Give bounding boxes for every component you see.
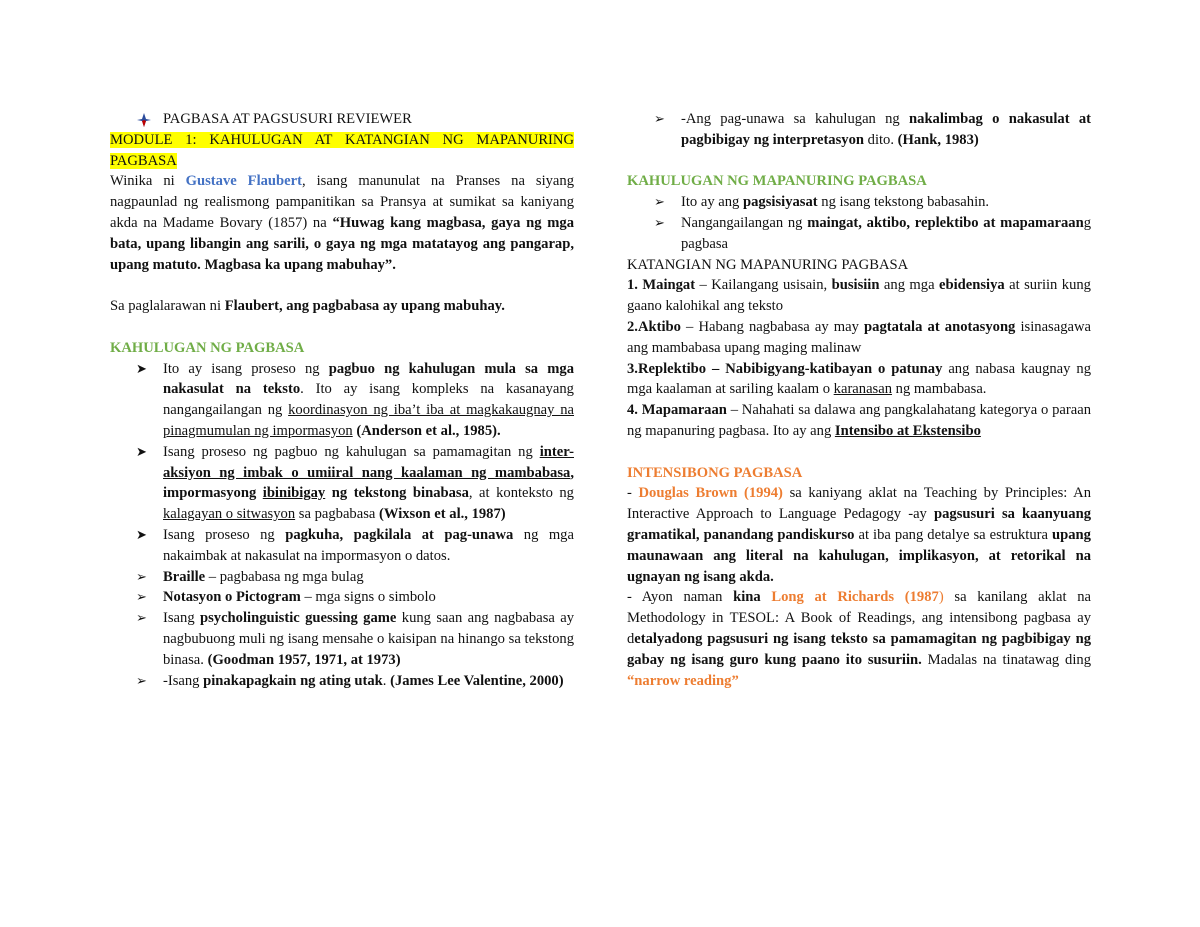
kahulugan-mapanuring-heading: KAHULUGAN NG MAPANURING PAGBASA (627, 173, 927, 190)
katangian-heading: KATANGIAN NG MAPANURING PAGBASA (627, 256, 909, 273)
outline-arrow-bullet-icon: ➢ (136, 568, 147, 584)
intensibo-paragraph: - Douglas Brown (1994) sa kaniyang aklat na Teaching by Principles: An Interactive Approach to Language Pedagogy -ay pagsusuri sa kaanyuang gramatikal, panandang pandiskurso at iba pang detalye sa estruktura upang maunawaan ang literal na kahulugan, implikasyon, at retorikal na ugnayan ng isang akda. (627, 485, 1092, 585)
outline-arrow-bullet-icon: ➢ (136, 610, 147, 626)
outline-arrow-bullet-icon: ➢ (654, 111, 665, 126)
intensibo-paragraph: - Ayon naman kina Long at Richards (1987) sa kanilang aklat na Methodology in TESOL: A Book of Readings, ang intensibong pagbasa ay detalyadong pagsusuri ng isang teksto sa pamamagitan ng pagbibigay ng gabay ng isang guro kung paano ito susuriin. Madalas na tinatawag ding “narrow reading” (627, 589, 1091, 689)
list-item: ➢ Ito ay ang pagsisiyasat ng isang tekstong babasahin. (627, 192, 1091, 213)
katangian-item: 3.Replektibo – Nabibigyang-katibayan o patunay ang nabasa kaugnay ng mga kaalaman at sariling kaalam o karanasan ng mambabasa. (627, 360, 1092, 398)
flaubert-summary: Sa paglalarawan ni Flaubert, ang pagbabasa ay upang mabuhay. (110, 298, 505, 315)
list-item: ➤ Isang proseso ng pagbuo ng kahulugan sa pamamagitan ng inter-aksiyon ng imbak o umiiral nang kaalaman ng mambabasa, impormasyong ibinibigay ng tekstong binabasa, at konteksto ng kalagayan o sitwasyon sa pagbabasa (Wixson et al., 1987) (136, 443, 574, 523)
left-column (110, 109, 574, 691)
list-item: ➢ Notasyon o Pictogram – mga signs o simbolo (110, 587, 574, 608)
list-item: ➤ Ito ay isang proseso ng pagbuo ng kahulugan mula sa mga nakasulat na teksto. Ito ay isang kompleks na kasanayang nangangailangan ng koordinasyon ng iba’t iba at magkakaugnay na pinagmumulan ng impormasyon (Anderson et al., 1985). (136, 360, 575, 439)
arrowhead-bullet-icon: ➤ (136, 360, 147, 376)
list-item: ➢ Braille – pagbabasa ng mga bulag (110, 567, 574, 588)
right-column (627, 109, 1091, 691)
katangian-item: 2.Aktibo – Habang nagbabasa ay may pagtatala at anotasyong isinasagawa ang mambabasa upang maging malinaw (627, 318, 1091, 356)
module-heading: MODULE 1: KAHULUGAN AT KATANGIAN NG MAPANURING PAGBASA (110, 131, 574, 169)
kahulugan-heading: KAHULUGAN NG PAGBASA (110, 339, 305, 356)
four-point-star-icon (137, 113, 151, 127)
intensibo-heading: INTENSIBONG PAGBASA (627, 464, 803, 481)
arrowhead-bullet-icon: ➤ (136, 526, 147, 542)
outline-arrow-bullet-icon: ➢ (136, 589, 147, 605)
arrowhead-bullet-icon: ➤ (136, 443, 147, 459)
list-item: ➢ Nangangailangan ng maingat, aktibo, replektibo at mapamaraang pagbasa (654, 214, 1091, 252)
outline-arrow-bullet-icon: ➢ (136, 672, 147, 688)
list-item: ➢ -Isang pinakapagkain ng ating utak. (James Lee Valentine, 2000) (110, 671, 574, 692)
outline-arrow-bullet-icon: ➢ (654, 214, 665, 230)
outline-arrow-bullet-icon: ➢ (654, 194, 665, 210)
katangian-item: 4. Mapamaraan – Nahahati sa dalawa ang pangkalahatang kategorya o paraan ng mapanuring pagbasa. Ito ay ang Intensibo at Ekstensibo (627, 402, 1091, 439)
list-item: ➢ -Ang pag-unawa sa kahulugan ng nakalimbag o nakasulat at pagbibigay ng interpretasyon dito. (Hank, 1983) (654, 111, 1091, 148)
flaubert-paragraph: Winika ni Gustave Flaubert, isang manunulat na Pranses na siyang nagpaunlad ng realismong pampanitikan sa Pransya at sumikat sa kaniyang akda na Madame Bovary (1857) na “Huwag kang magbasa, gaya ng mga bata, upang libangin ang sarili, o gaya ng mga matatayog ang pangarap, upang matuto. Magbasa ka upang mabuhay”. (110, 173, 574, 273)
list-item: ➢ Isang psycholinguistic guessing game kung saan ang nagbabasa ay nagbubuong muli ng isang mensahe o kaisipan na hinango sa tekstong binasa. (Goodman 1957, 1971, at 1973) (136, 610, 574, 668)
list-item: ➤ Isang proseso ng pagkuha, pagkilala at pag-unawa ng mga nakaimbak at nakasulat na impormasyon o datos. (136, 526, 574, 564)
katangian-item: 1. Maingat – Kailangang usisain, busisiin ang mga ebidensiya at suriin kung gaano kalohikal ang teksto (627, 277, 1091, 315)
document-title: PAGBASA AT PAGSUSURI REVIEWER (110, 109, 574, 130)
